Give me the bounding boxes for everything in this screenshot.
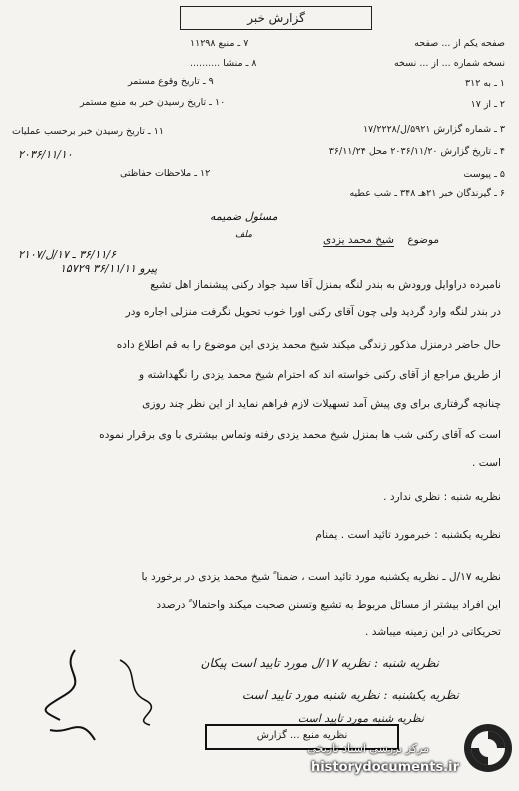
signature-mid (110, 650, 160, 730)
archive-logo-icon (462, 722, 514, 774)
body-line: است . (472, 457, 501, 469)
opinion-17l-line: این افراد بیشتر از مسائل مربوط به تشیع وتسنن صحبت میکند واحتمالا ً درصدد (156, 599, 501, 611)
official-stamp: نظریه منبع ... گزارش (205, 724, 399, 750)
handwritten-note: نظریه شنبه مورد تایید است (297, 712, 424, 725)
report-date-row: ۴ ـ تاریخ گزارش ۲۰۳۶/۱۱/۲۰ محل ۳۶/۱۱/۲۴ (328, 146, 505, 157)
reference-line: ۳۶/۱۱/۶ ـ ۱۷/ل/۲۱۰۷ (18, 248, 117, 261)
from-row: ۲ ـ از ۱۷ (470, 99, 505, 110)
recipients-row: ۶ ـ گیرندگان خبر ۲۱هـ ۳۴۸ ـ شب عطیه (349, 188, 505, 199)
handwritten-mark: مسئول ضمیمه (210, 210, 278, 223)
handwritten-ref-1: ۲۰۳۶/۱۱/۱۰ (18, 148, 73, 161)
body-line: از طریق مراجع از آقای رکنی خواسته اند که احترام شیخ محمد یزدی را نگهداشته و (138, 369, 501, 381)
report-title: گزارش خبر (247, 11, 305, 25)
handwritten-note: نظریه یکشنبه : نظریه شنبه مورد تایید است (241, 688, 459, 702)
attachment-row: ۵ ـ پیوست (463, 169, 505, 180)
subject-row (323, 234, 439, 246)
origin-row: ۸ ـ منشا .......... (190, 58, 257, 69)
page-label: صفحه یکم از ... صفحه (414, 38, 505, 49)
report-title-box (180, 6, 372, 30)
to-row: ۱ ـ به ۳۱۲ (464, 78, 505, 89)
opinion-sunday: نظریه یکشنبه : خبرمورد تائید است . یمنام (315, 529, 501, 541)
source-row: ۷ ـ منبع ۱۱۲۹۸ (190, 38, 249, 49)
subject-tag: ملف (235, 230, 253, 240)
watermark-url: historydocuments.ir (310, 760, 459, 775)
subject-value: شیخ محمد یزدی (322, 234, 394, 246)
report-number-row: ۳ ـ شماره گزارش ۵۹۲۱/ل/۱۷/۲۲۲۸ (362, 124, 505, 135)
opinion-17l-line: نظریه ۱۷/ل ـ نظریه یکشنبه مورد تائید است ، ضمنا ً شیخ محمد یزدی در برخورد با (141, 571, 501, 583)
ops-date-row: ۱۱ ـ تاریخ رسیدن خبر برحسب عملیات (12, 126, 164, 137)
event-date-row: ۹ ـ تاریخ وقوع مستمر (128, 76, 214, 87)
body-line: نامبرده دراوایل ورودش به بندر لنگه بمنزل آقا سید جواد رکنی پیشنماز اهل تشیع (150, 279, 501, 291)
handwritten-note: نظریه شنبه : نظریه ۱۷/ل مورد تایید است پیکان (200, 656, 439, 670)
body-line: چنانچه گرفتاری برای وی پیش آمد تسهیلات لازم فراهم نماید از این نظر چند روزی (142, 398, 501, 410)
body-line: حال حاضر درمنزل مذکور زندگی میکند شیخ محمد یزدی این موضوع را به قم اطلاع داده (116, 339, 501, 351)
copy-label: نسخه شماره ... از ... نسخه (393, 58, 505, 69)
watermark-name: مرکز بررسی اسناد تاریخی (307, 742, 429, 755)
body-line: است که آقای رکنی شب ها بمنزل شیخ محمد یزدی رفته وتماس بیشتری با وی برقرار نموده (99, 429, 501, 441)
received-date-row: ۱۰ ـ تاریخ رسیدن خبر به منبع مستمر (80, 97, 226, 108)
reference-line-2: پیرو ۳۶/۱۱/۱۱ ۱۵۷۲۹ (60, 262, 158, 275)
signature-left (20, 640, 110, 750)
opinion-17l-line: تحریکاتی در این زمینه میباشد . (364, 626, 501, 638)
protective-notes-row: ۱۲ ـ ملاحظات حفاظتی (120, 168, 211, 179)
subject-label: موضوع (407, 234, 439, 246)
body-line: در بندر لنگه وارد گردید ولی چون آقای رکنی اورا خوب تحویل نگرفت منزلی اجاره ودر (125, 306, 501, 318)
opinion-saturday: نظریه شنبه : نظری ندارد . (383, 491, 501, 503)
